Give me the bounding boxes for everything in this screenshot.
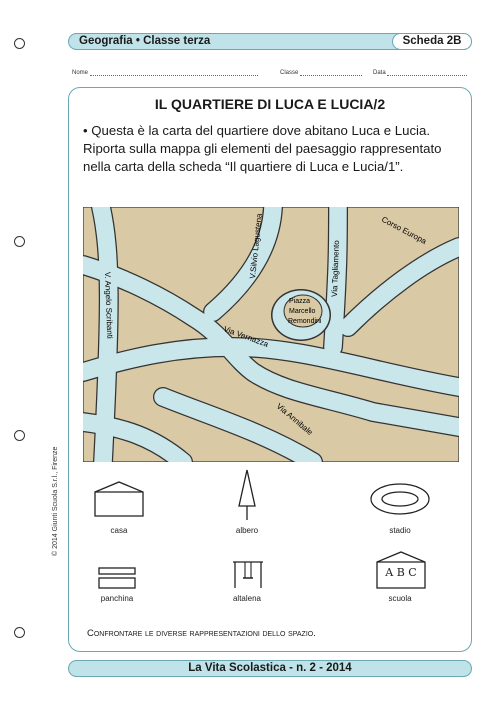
legend-label-altalena: altalena — [232, 594, 262, 603]
stadium-icon — [369, 482, 431, 516]
exercise-title: IL QUARTIERE DI LUCA E LUCIA/2 — [154, 96, 386, 112]
street-label-europa: Corso Europa — [380, 214, 428, 246]
neighborhood-map[interactable] — [83, 207, 459, 462]
street-label-angelo: V. Angelo Scribanti — [103, 271, 115, 339]
swing-icon — [231, 560, 265, 590]
legend-label-scuola: scuola — [388, 594, 412, 603]
footer-bar — [68, 660, 472, 677]
exercise-frame — [68, 87, 472, 652]
street-label-annibale: Via Annibale — [274, 401, 315, 438]
sheet-label: Scheda 2B — [402, 35, 462, 47]
copyright-credit: © 2014 Giunti Scuola S.r.l., Firenze — [52, 446, 59, 556]
bench-icon — [97, 566, 137, 590]
piazza-label-1: Piazza — [289, 298, 311, 305]
house-icon — [91, 480, 147, 518]
legend-label-stadio: stadio — [389, 526, 411, 535]
binder-hole-2 — [14, 236, 25, 247]
school-sign: A B C — [385, 566, 417, 579]
subject-label: Geografia • Classe terza — [79, 35, 211, 47]
class-field[interactable]: Classe — [280, 69, 362, 76]
legend-label-albero: albero — [235, 526, 259, 535]
street-label-silvio: V.Silvio Lagustena — [248, 213, 264, 280]
piazza-label-3: Remondini — [288, 318, 322, 325]
street-label-tagliamento: Via Tagliamento — [330, 240, 341, 298]
tree-icon — [237, 468, 257, 522]
legend-label-panchina: panchina — [100, 594, 134, 603]
legend-label-casa: casa — [110, 526, 128, 535]
header-bar — [68, 33, 472, 50]
date-field[interactable]: Data — [373, 69, 467, 76]
sheet-tab — [392, 33, 472, 50]
exercise-note: Confrontare le diverse rappresentazioni dello spazio. — [87, 628, 316, 639]
footer-label: La Vita Scolastica - n. 2 - 2014 — [188, 662, 352, 674]
name-field[interactable]: Nome — [72, 69, 258, 76]
binder-hole-1 — [14, 38, 25, 49]
binder-hole-3 — [14, 430, 25, 441]
street-label-vernazza: Via Vernazza — [222, 324, 270, 349]
binder-hole-4 — [14, 627, 25, 638]
exercise-instruction: • Questa è la carta del quartiere dove abitano Luca e Lucia. Riporta sulla mappa gli elementi del paesaggio rappresentato nella carta della scheda “Il quartiere di Luca e Lucia/1”. — [83, 123, 442, 174]
piazza-label-2: Marcello — [289, 308, 316, 315]
